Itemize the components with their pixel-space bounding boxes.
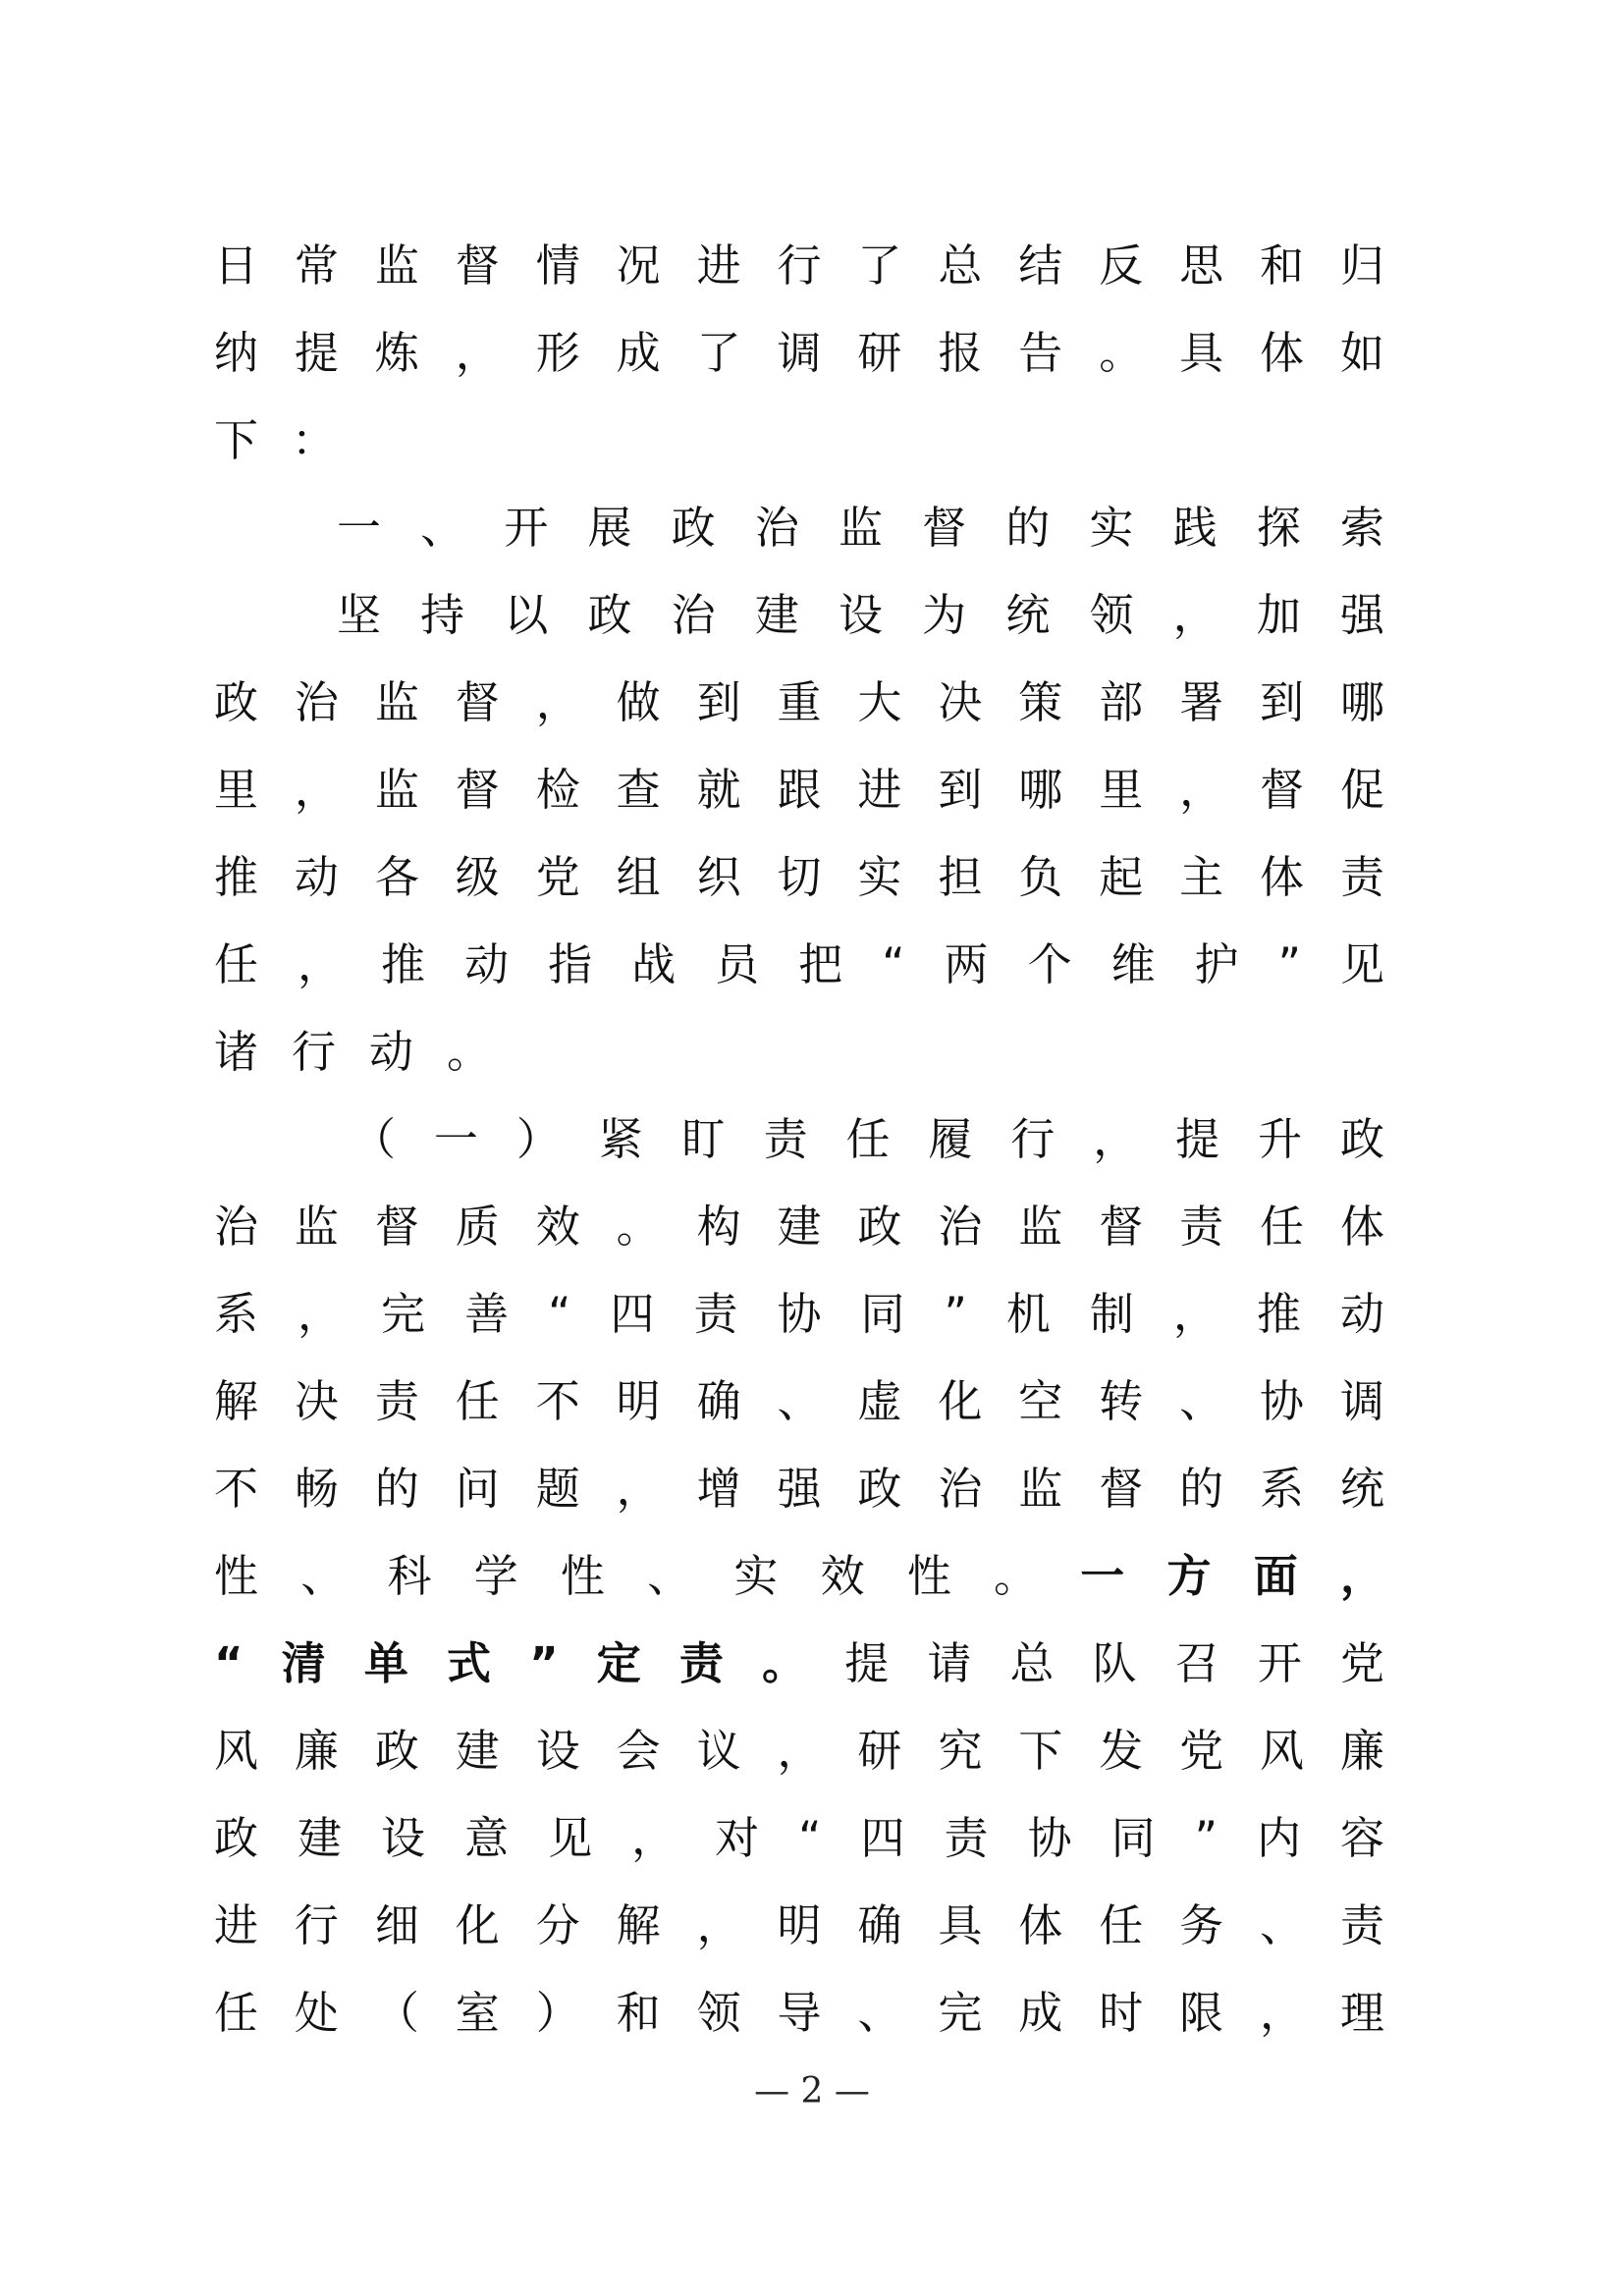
text-segment: 任，推动指战员把“两个维护”见: [214, 938, 1384, 990]
text-segment: 解决责任不明确、虚化空转、协调: [214, 1375, 1384, 1427]
text-segment: 风廉政建设会议，研究下发党风廉: [214, 1725, 1384, 1777]
text-line: [214, 1095, 1384, 1183]
text-line: [214, 746, 1384, 833]
text-line: [214, 397, 1384, 484]
text-line: [214, 659, 1384, 746]
text-segment: 性、科学性、实效性。: [214, 1550, 1081, 1602]
text-line: [214, 1445, 1384, 1532]
document-body: [214, 222, 1384, 2056]
text-segment: 纳提炼，形成了调研报告。具体如: [214, 327, 1384, 379]
bold-text-segment: 一方面，: [1080, 1550, 1384, 1602]
text-line: [214, 1008, 1384, 1095]
text-segment: 治监督质效。构建政治监督责任体: [214, 1201, 1384, 1253]
text-segment: 政建设意见，对“四责协同”内容: [214, 1812, 1384, 1864]
text-line: [214, 1183, 1384, 1270]
text-line: [214, 1882, 1384, 1969]
text-line: [214, 1358, 1384, 1445]
page-number: — 2 —: [754, 2071, 870, 2111]
text-segment: 任处（室）和领导、完成时限，理: [214, 1987, 1384, 2039]
text-line: [214, 309, 1384, 397]
text-segment: 坚持以政治建设为统领，加强: [337, 589, 1384, 641]
text-line: [214, 1270, 1384, 1358]
text-line: [214, 1620, 1384, 1707]
text-segment: 诸行动。: [214, 1026, 525, 1078]
text-segment: 政治监督，做到重大决策部署到哪: [214, 676, 1384, 728]
text-segment: 提请总队召开党: [844, 1637, 1384, 1689]
text-line: [214, 222, 1384, 309]
text-segment: 系，完善“四责协同”机制，推动: [214, 1288, 1384, 1340]
text-segment: 下：: [214, 414, 370, 466]
text-line: [214, 921, 1384, 1008]
text-line: [214, 484, 1384, 571]
text-segment: 进行细化分解，明确具体任务、责: [214, 1899, 1384, 1951]
text-line: [214, 1794, 1384, 1882]
text-segment: 一、开展政治监督的实践探索: [337, 502, 1384, 554]
text-segment: 里，监督检查就跟进到哪里，督促: [214, 764, 1384, 816]
text-line: [214, 571, 1384, 659]
text-line: [214, 1532, 1384, 1620]
bold-text-segment: “清单式”定责。: [214, 1637, 845, 1689]
text-segment: （一）紧盯责任履行，提升政: [352, 1113, 1384, 1165]
text-line: [214, 1969, 1384, 2056]
text-line: [214, 833, 1384, 921]
text-line: [214, 1707, 1384, 1794]
text-segment: 推动各级党组织切实担负起主体责: [214, 851, 1384, 903]
text-segment: 不畅的问题，增强政治监督的系统: [214, 1463, 1384, 1515]
text-segment: 日常监督情况进行了总结反思和归: [214, 240, 1384, 292]
